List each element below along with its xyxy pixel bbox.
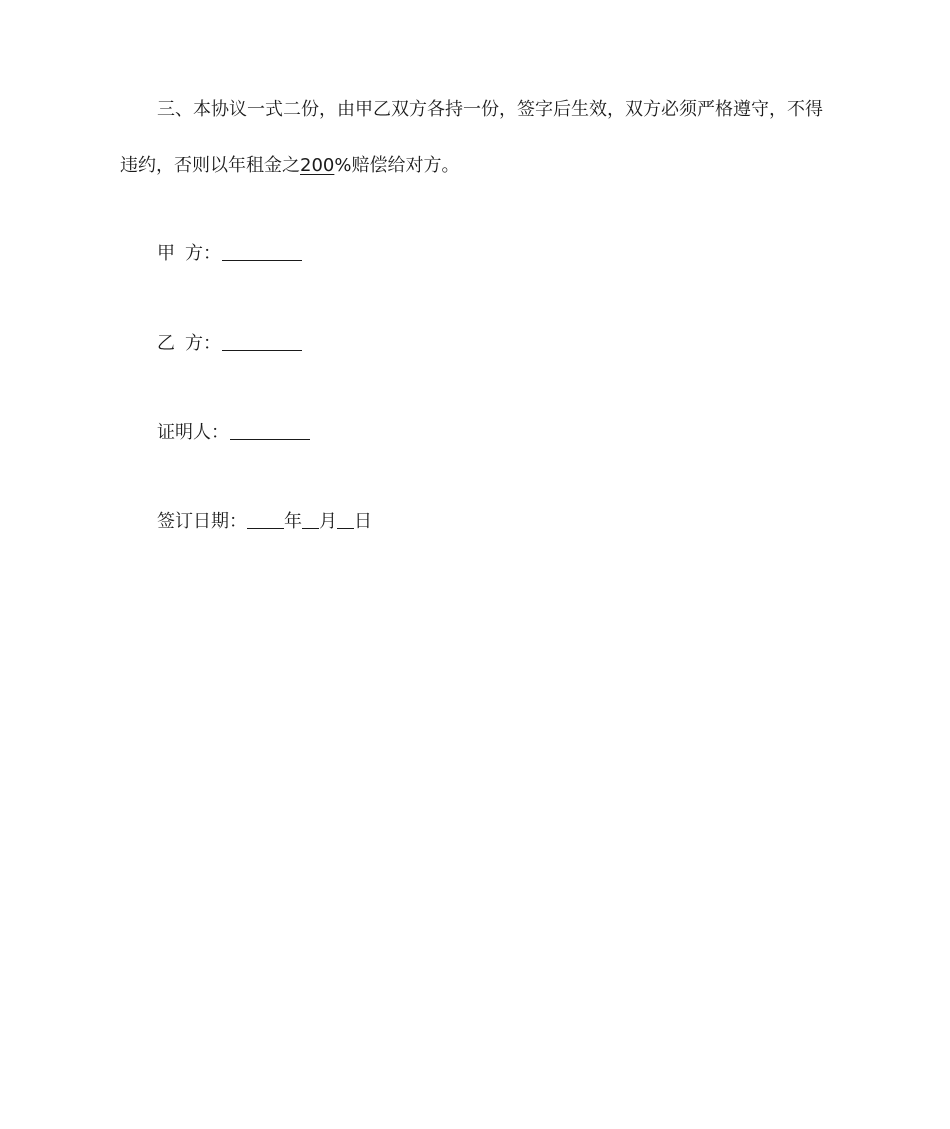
year-blank (247, 510, 284, 529)
month-label: 月 (319, 511, 337, 532)
clause-3-text-before: 三、本协议一式二份，由甲乙双方各持一份，签字后生效，双方必须严格遵守，不得违约，否则以年租金之 (120, 99, 823, 176)
witness-signature-blank (230, 421, 310, 440)
clause-3-paragraph (120, 82, 840, 194)
party-b-signature-blank (222, 332, 302, 351)
day-blank (337, 510, 354, 529)
party-a-label-char2: 方： (185, 243, 221, 264)
witness-label: 证明人： (157, 422, 229, 443)
party-b-label-char2: 方： (185, 333, 221, 354)
month-blank (302, 510, 319, 529)
party-a-signature-blank (222, 242, 302, 261)
day-label: 日 (354, 511, 372, 532)
signing-date-label: 签订日期： (157, 511, 247, 532)
year-label: 年 (284, 511, 302, 532)
party-a-signature-line (157, 242, 302, 266)
clause-3-text-after: %赔偿给对方。 (334, 155, 460, 176)
party-a-label-char1: 甲 (157, 243, 175, 264)
party-b-signature-line (157, 332, 302, 356)
witness-signature-line (157, 421, 310, 445)
signing-date-line (157, 510, 372, 534)
party-b-label-char1: 乙 (157, 333, 175, 354)
clause-3-amount: 200 (300, 155, 335, 176)
